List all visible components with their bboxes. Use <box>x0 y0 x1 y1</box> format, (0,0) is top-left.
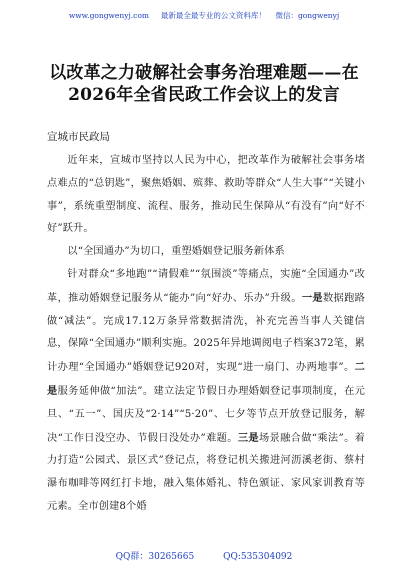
paragraph-intro: 近年来，宣城市坚持以人民为中心，把改革作为破解社会事务堵点难点的“总钥匙”，聚焦婚姻、殡葬、救助等群众“人生大事”“关键小事”，系统重塑制度、流程、服务，推动民生保障从“有没有”向“好不好”跃升。 <box>47 155 365 235</box>
paragraph-text: 服务延伸做“加法”。建立法定节假日办理婚姻登记事项制度，在元旦、“五一”、国庆及“2·14”“5·20”、七夕等节点开放登记服务，解决“工作日没空办、节假日没处办”难题。 <box>47 385 365 444</box>
bold-marker-first: 一是 <box>301 291 323 304</box>
header-tagline: 最新最全最专业的公文资料库！ <box>160 11 266 20</box>
paragraph-marriage-reform <box>47 264 365 519</box>
header-wechat: 微信：gongwenyj <box>275 11 340 20</box>
footer-qq-group: QQ群：30265665 <box>115 552 195 562</box>
document-author: 宣城市民政局 <box>47 131 110 143</box>
page-footer <box>0 550 408 564</box>
paragraph-text: 针对群众“多地跑”“请假难”“氛围淡”等痛点，实施“全国通办”改革，推动婚姻登记服务从“能办”向“好办、乐办”升级。 <box>47 268 365 304</box>
footer-qq: QQ:535304092 <box>223 552 293 562</box>
title-line-1: 以改革之力破解社会事务治理难题——在 <box>49 63 359 83</box>
header-separator <box>151 11 158 20</box>
bold-marker-second: 二是 <box>47 361 365 397</box>
document-body <box>47 150 365 519</box>
paragraph-text: 数据跑路做“减法”。完成17.12万条异常数据清洗，补充完善当事人关键信息，保障“全国通办”顺利实施。2025年异地调阅电子档案372笔，累计办理“全国通办”婚姻登记920对，实现“进一扇门、办两地事”。 <box>47 292 365 374</box>
document-title <box>24 62 384 106</box>
bold-marker-third: 三是 <box>237 431 259 444</box>
section-heading: 以“全国通办”为切口，重塑婚姻登记服务新体系 <box>67 246 285 258</box>
paragraph-text: 场景融合做“乘法”。着力打造“公园式、景区式”登记点，将登记机关搬进河沥溪老街、蔡村瀑布咖啡等网红打卡地，融入集体婚礼、特色颁证、家风家训教育等元素。全市创建8个婚 <box>47 432 365 512</box>
header-website-link[interactable]: www.gongwenyj.com <box>68 11 149 20</box>
page-header <box>0 10 408 22</box>
title-line-2: 2026年全省民政工作会议上的发言 <box>68 85 340 105</box>
header-separator <box>268 11 273 20</box>
